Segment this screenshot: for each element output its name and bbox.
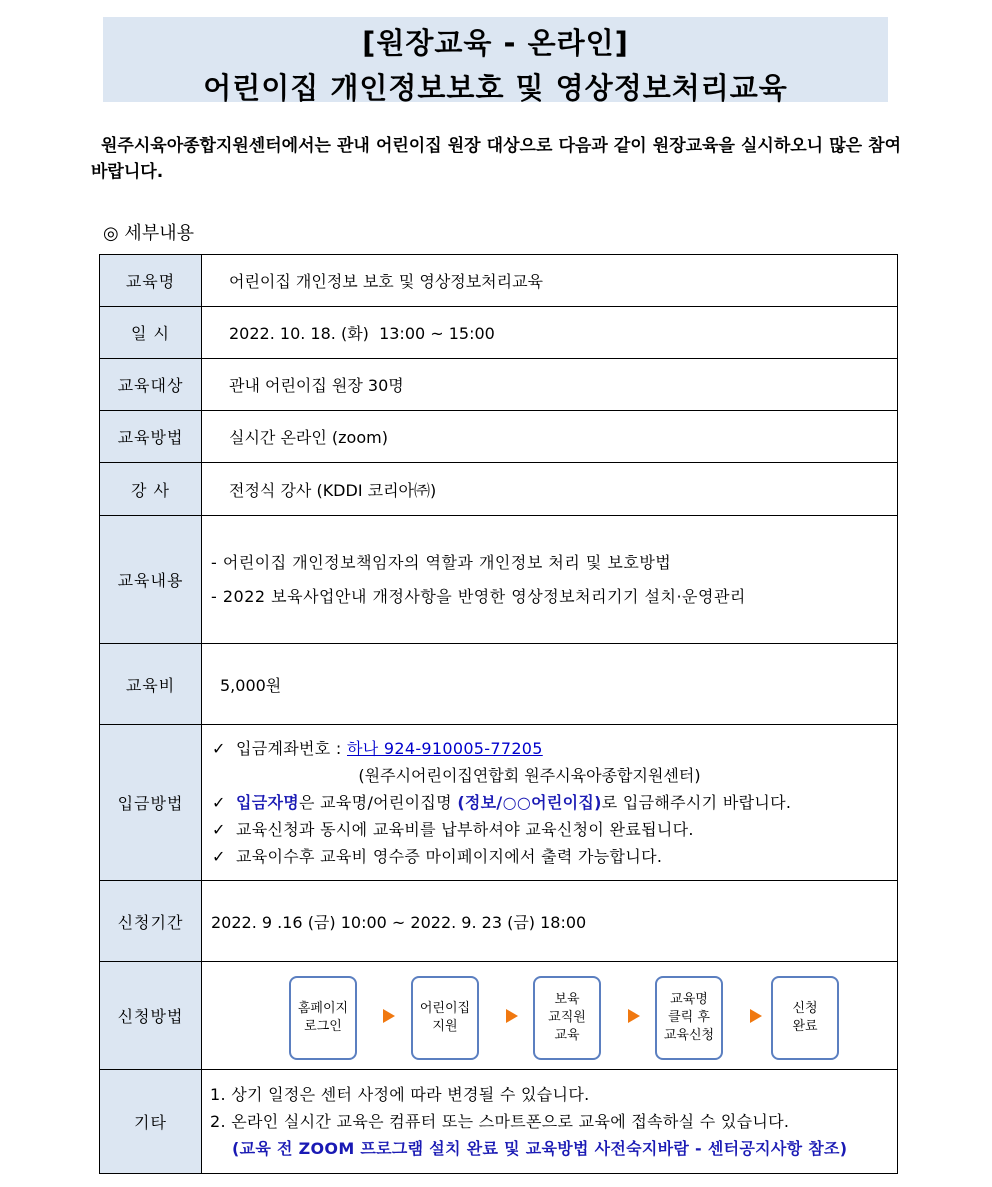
etc-cell	[202, 1070, 898, 1174]
apply-cell	[202, 962, 898, 1070]
step-text: 교육신청	[663, 1027, 715, 1043]
table-row	[100, 1070, 898, 1174]
table-row	[100, 463, 898, 516]
payment-line-3	[202, 816, 897, 843]
step-text: 교육명	[670, 991, 708, 1007]
step-daycare-support	[411, 976, 479, 1060]
content-cell	[202, 516, 898, 644]
account-holder: (원주시어린이집연합회 원주시육아종합지원센터)	[358, 766, 701, 785]
payment-cell	[202, 725, 898, 881]
lecturer-value: 전정식 강사 (KDDI 코리아㈜)	[202, 463, 898, 516]
step-text: 교육	[554, 1027, 580, 1043]
period-value: 2022. 9 .16 (금) 10:00 ~ 2022. 9. 23 (금) 18:00	[202, 881, 898, 962]
arrow-right-icon	[383, 1009, 395, 1023]
depositor-label: 입금자명	[236, 793, 300, 812]
arrow-right-icon	[506, 1009, 518, 1023]
payment-text-4: 교육이수후 교육비 영수증 마이페이지에서 출력 가능합니다.	[236, 847, 663, 866]
row-header-payment: 입금방법	[100, 725, 202, 881]
section-label: ◎ 세부내용	[103, 223, 194, 244]
intro-paragraph: 원주시육아종합지원센터에서는 관내 어린이집 원장 대상으로 다음과 같이 원장교육을 실시하오니 많은 참여바랍니다.	[91, 136, 901, 182]
step-text: 신청	[792, 1000, 818, 1016]
fee-value: 5,000원	[202, 644, 898, 725]
payment-line-account	[202, 735, 897, 762]
row-header-method: 교육방법	[100, 411, 202, 463]
depositor-example: (정보/○○어린이집)	[457, 793, 602, 812]
table-row	[100, 255, 898, 307]
account-number-link[interactable]: 하나 924-910005-77205	[347, 739, 543, 758]
step-text: 홈페이지	[297, 1000, 349, 1016]
row-header-target: 교육대상	[100, 359, 202, 411]
step-text: 교직원	[548, 1009, 586, 1025]
content-item-2: - 2022 보육사업안내 개정사항을 반영한 영상정보처리기기 설치·운영관리	[211, 586, 746, 606]
details-table	[99, 254, 898, 1174]
content-item-1: - 어린이집 개인정보책임자의 역할과 개인정보 처리 및 보호방법	[211, 552, 672, 572]
payment-text-3: 교육신청과 동시에 교육비를 납부하셔야 교육신청이 완료됩니다.	[236, 820, 694, 839]
table-row	[100, 516, 898, 644]
row-header-etc: 기타	[100, 1070, 202, 1174]
check-icon: ✓	[212, 820, 226, 839]
apply-steps	[202, 963, 897, 1069]
table-row	[100, 725, 898, 881]
step-text: 완료	[792, 1018, 818, 1034]
row-header-lecturer: 강 사	[100, 463, 202, 516]
row-header-name: 교육명	[100, 255, 202, 307]
step-login	[289, 976, 357, 1060]
depositor-text: 은 교육명/어린이집명	[299, 793, 458, 812]
step-text: 보육	[554, 991, 580, 1007]
table-row	[100, 411, 898, 463]
date-value: 2022. 10. 18. (화) 13:00 ~ 15:00	[202, 307, 898, 359]
check-icon: ✓	[212, 847, 226, 866]
arrow-right-icon	[628, 1009, 640, 1023]
row-header-date: 일 시	[100, 307, 202, 359]
title-line-2: 어린이집 개인정보보호 및 영상정보처리교육	[203, 71, 788, 105]
step-text: 어린이집	[419, 1000, 471, 1016]
row-header-content: 교육내용	[100, 516, 202, 644]
step-complete	[771, 976, 839, 1060]
row-header-fee: 교육비	[100, 644, 202, 725]
title-banner	[103, 17, 888, 105]
step-course-apply	[655, 976, 723, 1060]
etc-line-1: 1. 상기 일정은 센터 사정에 따라 변경될 수 있습니다.	[210, 1085, 590, 1104]
etc-line-3: (교육 전 ZOOM 프로그램 설치 완료 및 교육방법 사전숙지바람 - 센터공지사항 참조)	[232, 1139, 848, 1158]
depositor-end: 로 입금해주시기 바랍니다.	[601, 793, 792, 812]
table-row	[100, 881, 898, 962]
step-text: 클릭 후	[668, 1009, 710, 1025]
target-value: 관내 어린이집 원장 30명	[202, 359, 898, 411]
check-icon: ✓	[212, 739, 226, 758]
payment-line-4	[202, 843, 897, 870]
table-row	[100, 359, 898, 411]
payment-line-depositor	[202, 789, 897, 816]
step-text: 로그인	[304, 1018, 342, 1034]
title-line-1: [원장교육 - 온라인]	[362, 26, 629, 60]
etc-line-2: 2. 온라인 실시간 교육은 컴퓨터 또는 스마트폰으로 교육에 접속하실 수 있습니다.	[210, 1112, 790, 1131]
step-text: 지원	[432, 1018, 458, 1034]
arrow-right-icon	[750, 1009, 762, 1023]
row-header-apply: 신청방법	[100, 962, 202, 1070]
table-row	[100, 307, 898, 359]
step-staff-education	[533, 976, 601, 1060]
course-name-value: 어린이집 개인정보 보호 및 영상정보처리교육	[202, 255, 898, 307]
table-row	[100, 962, 898, 1070]
method-value: 실시간 온라인 (zoom)	[202, 411, 898, 463]
row-header-period: 신청기간	[100, 881, 202, 962]
table-row	[100, 644, 898, 725]
account-label: 입금계좌번호 :	[236, 739, 347, 758]
check-icon: ✓	[212, 793, 226, 812]
